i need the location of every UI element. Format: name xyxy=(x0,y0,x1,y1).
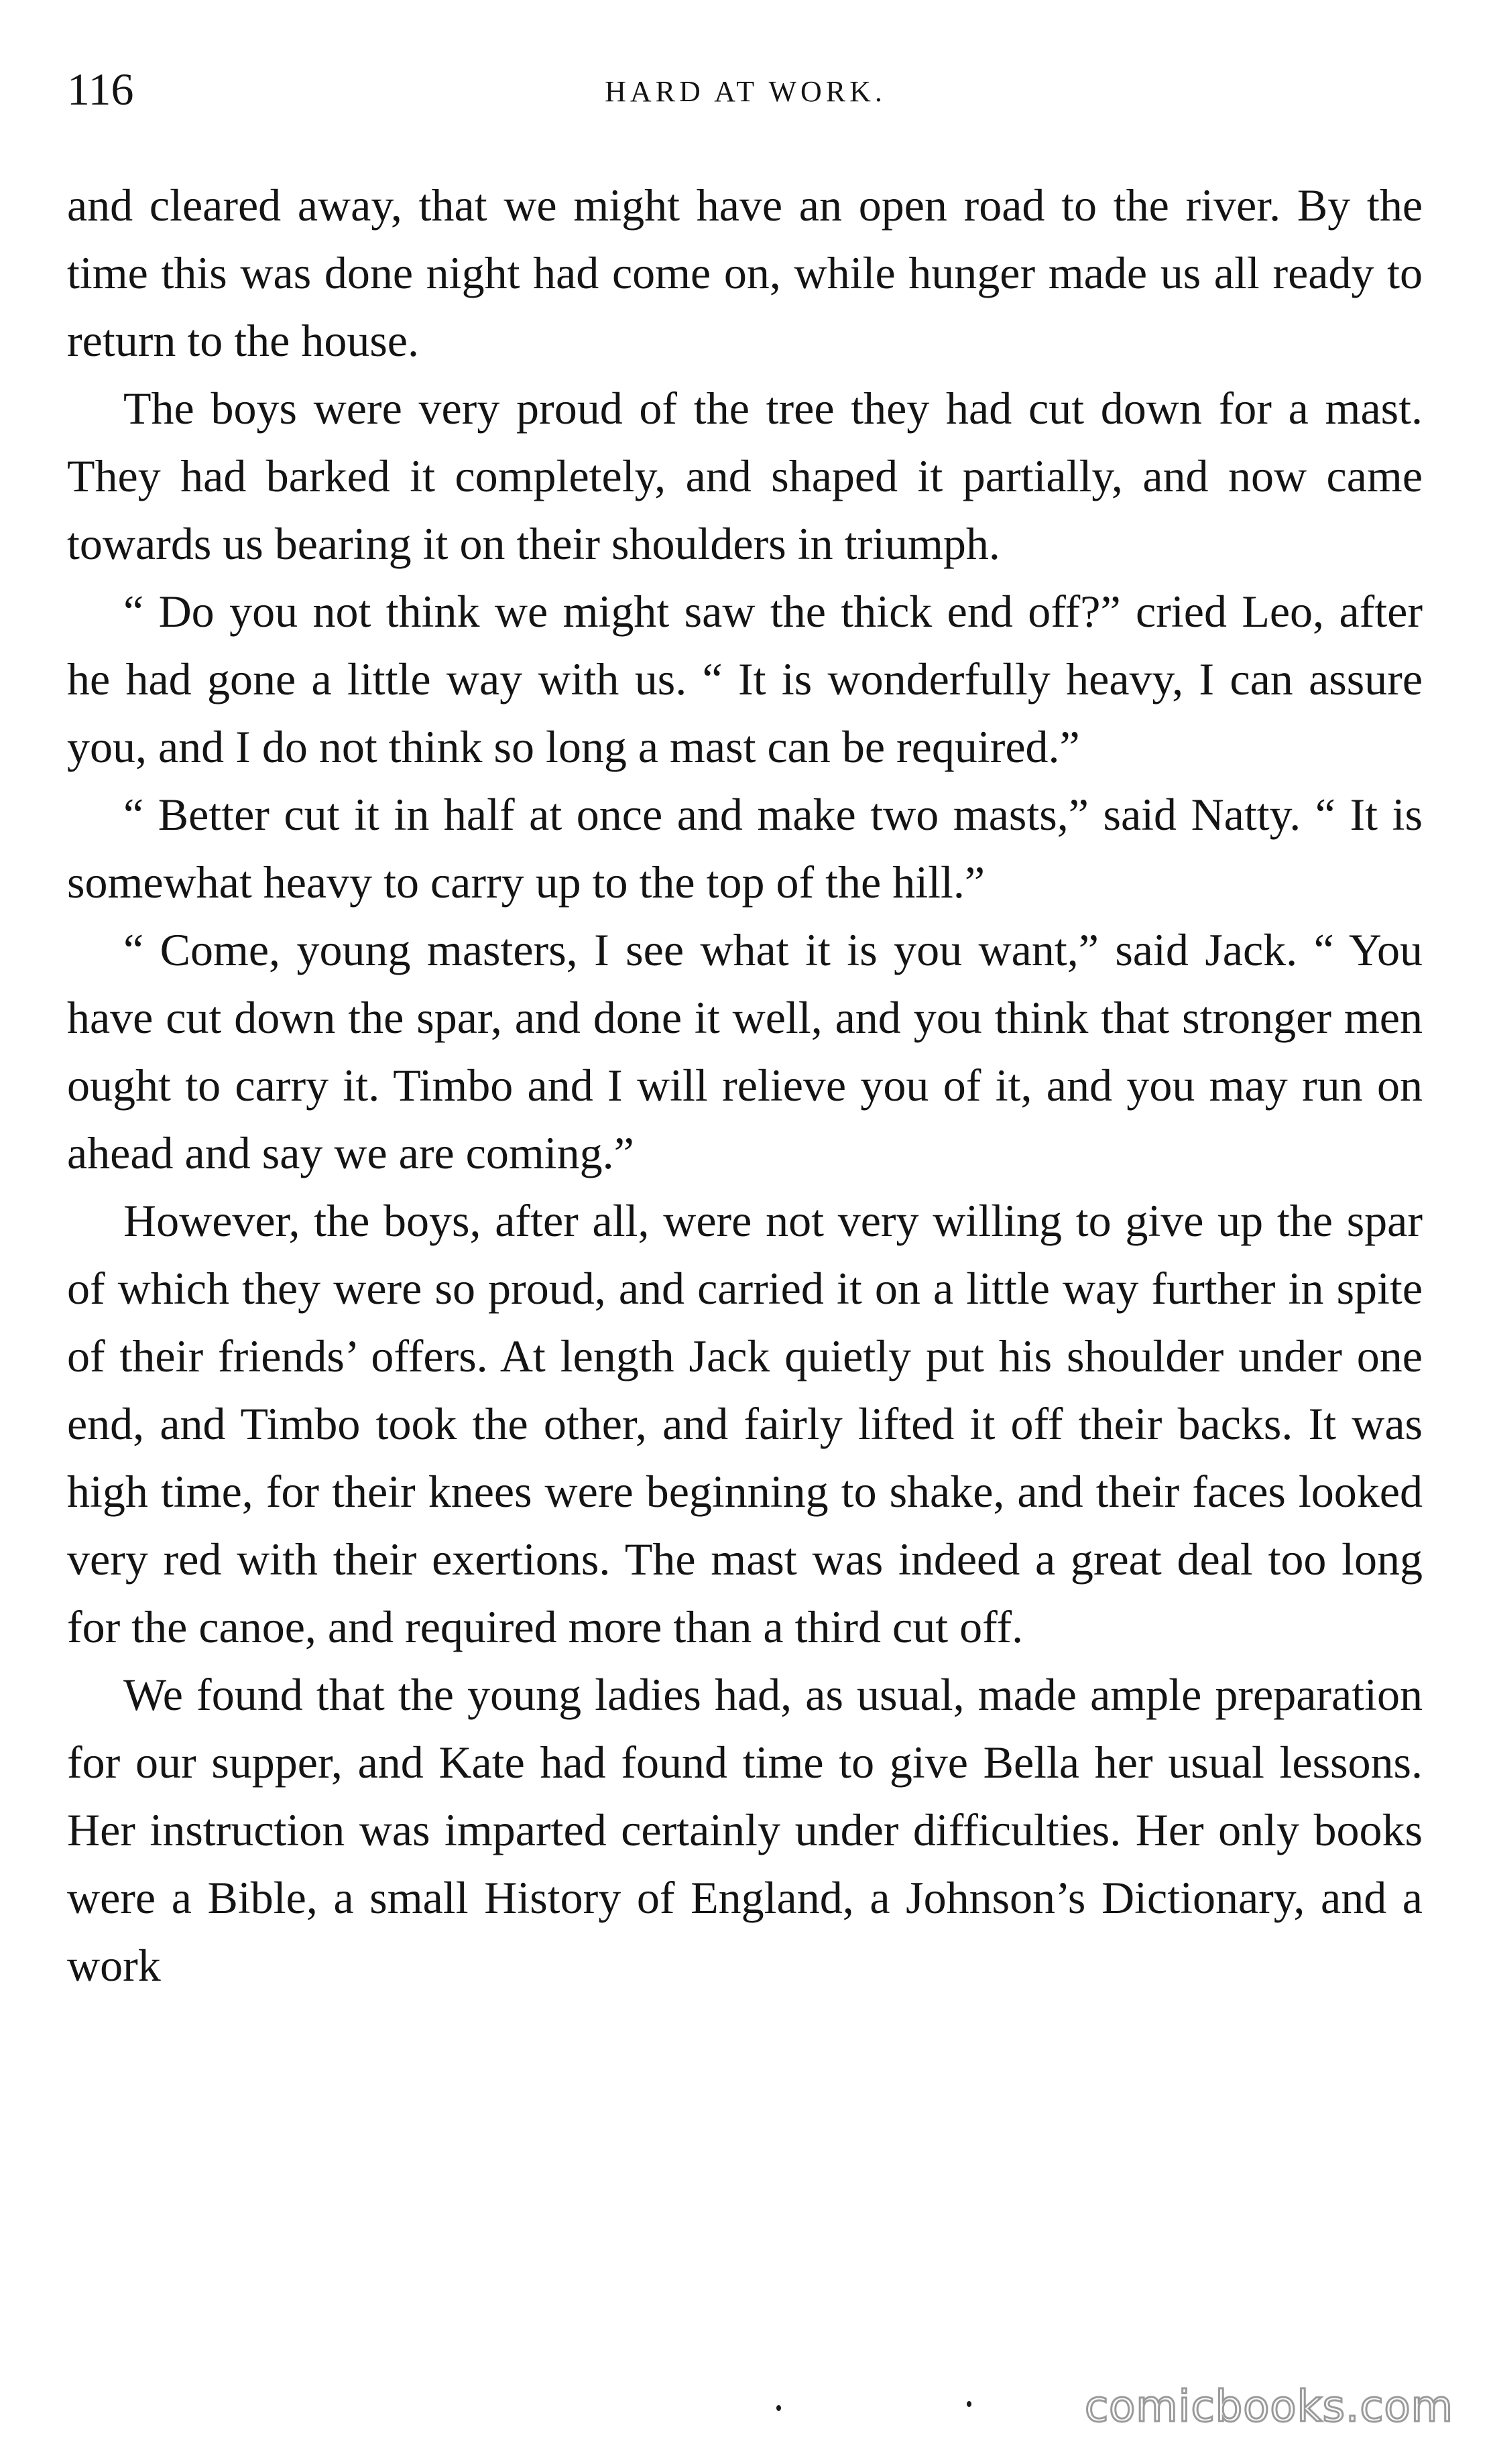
paragraph: “ Do you not think we might saw the thick end off?” cried Leo, after he had gone a little way with us. “ It is wonderfully heavy, I can assure you, and I do not think so long a mast can be required.” xyxy=(67,586,1423,772)
print-specks xyxy=(771,2401,972,2414)
running-head: HARD AT WORK. xyxy=(605,75,886,108)
paragraph: “ Better cut it in half at once and make two masts,” said Natty. “ It is somewhat heavy to carry up to the top of the hill.” xyxy=(67,789,1423,908)
paragraph-continued: and cleared away, that we might have an open road to the river. By the time this was done night had come on, while hunger made us all ready to return to the house. xyxy=(67,180,1423,366)
page-header xyxy=(67,52,1424,126)
paragraph: We found that the young ladies had, as usual, made ample preparation for our supper, and Kate had found time to give Bella her usual lessons. Her instruction was imparted certainly under difficulties. Her only books were a Bible, a small History of England, a Johnson’s Dictionary, and a work xyxy=(67,1669,1423,1991)
watermark: comicbooks.com xyxy=(1084,2382,1453,2432)
paragraph: However, the boys, after all, were not very willing to give up the spar of which they were so proud, and carried it on a little way further in spite of their friends’ offers. At length Jack quietly put his shoulder under one end, and Timbo took the other, and fairly lifted it off their backs. It was high time, for their knees were beginning to shake, and their faces looked very red with their exertions. The mast was indeed a great deal too long for the canoe, and required more than a third cut off. xyxy=(67,1195,1423,1652)
ink-speck xyxy=(967,2401,971,2407)
page-number: 116 xyxy=(67,64,134,115)
paragraph: The boys were very proud of the tree they had cut down for a mast. They had barked it completely, and shaped it partially, and now came towards us bearing it on their shoulders in triumph. xyxy=(67,383,1423,569)
paragraph: “ Come, young masters, I see what it is you want,” said Jack. “ You have cut down the spar, and done it well, and you think that stronger men ought to carry it. Timbo and I will relieve you of it, and you may run on ahead and say we are coming.” xyxy=(67,924,1423,1178)
body-text xyxy=(67,172,1423,1999)
ink-speck xyxy=(776,2405,781,2411)
